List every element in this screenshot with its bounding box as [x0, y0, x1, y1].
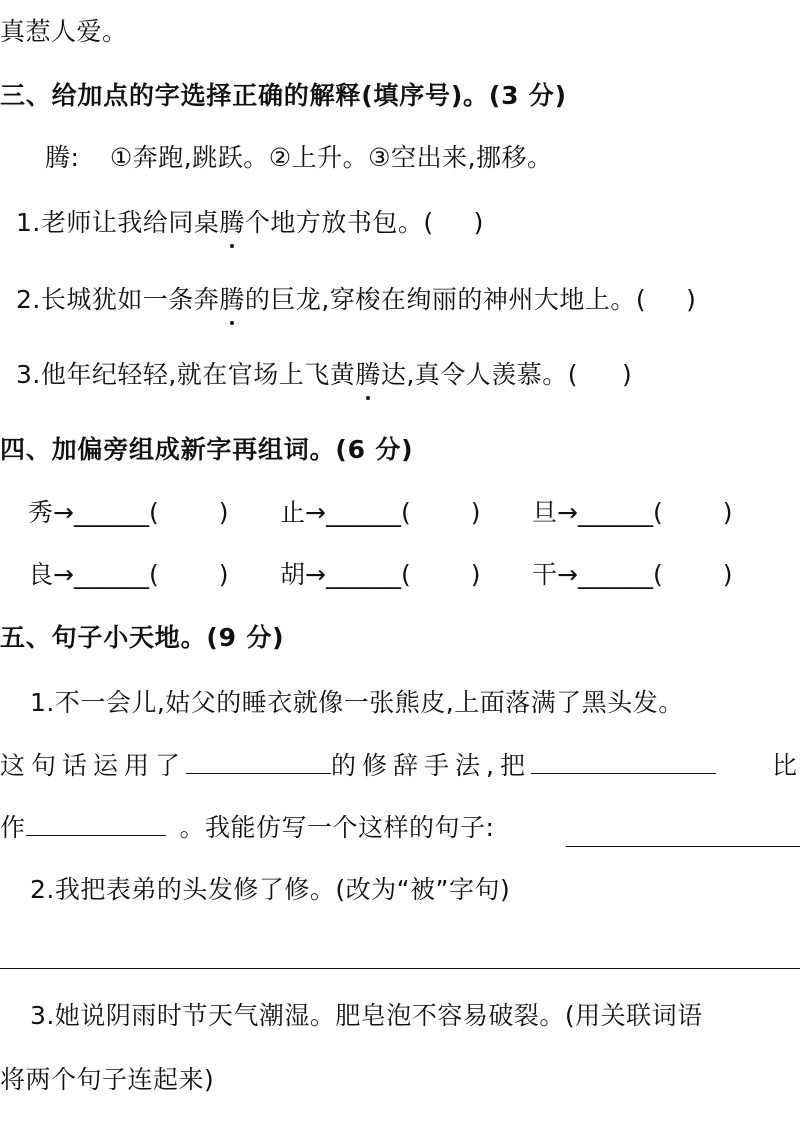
question-text: 1.老师让我给同桌	[16, 208, 220, 237]
prompt-text: 。我能仿写一个这样的句子:	[179, 813, 495, 842]
paren-close: )	[470, 560, 481, 589]
new-char-blank[interactable]: ______	[325, 498, 401, 527]
section-4-title: 四、加偏旁组成新字再组词。(6 分)	[0, 435, 414, 464]
question-text: 2.长城犹如一条奔	[16, 285, 220, 314]
dotted-char: 腾	[355, 357, 381, 393]
arrow-icon: →	[53, 560, 74, 589]
subject-blank[interactable]	[531, 751, 716, 774]
dotted-char: 腾	[219, 282, 245, 318]
paren-close: )	[473, 208, 484, 237]
question-item	[16, 357, 632, 393]
paren-close: )	[218, 560, 229, 589]
question-3-line-1: 3.她说阴雨时节天气潮湿。肥皂泡不容易破裂。(用关联词语	[30, 1001, 703, 1030]
section-5-title: 五、句子小天地。(9 分)	[0, 623, 285, 652]
prompt-text: 的修辞手法,把	[331, 751, 531, 780]
arrow-icon: →	[557, 498, 578, 527]
paren-open: (	[400, 560, 411, 589]
dotted-char: 腾	[219, 205, 245, 241]
definition-label: 腾:	[45, 143, 80, 172]
base-char: 秀	[28, 498, 54, 527]
base-char: 良	[28, 560, 54, 589]
section-3-title: 三、给加点的字选择正确的解释(填序号)。(3 分)	[0, 81, 567, 110]
prompt-text: 作	[0, 813, 26, 842]
question-text: 个地方放书包。(	[244, 208, 434, 237]
radical-item	[28, 557, 229, 593]
rhetoric-blank[interactable]	[186, 751, 331, 774]
paren-close: )	[218, 498, 229, 527]
new-char-blank[interactable]: ______	[577, 560, 653, 589]
new-char-blank[interactable]: ______	[577, 498, 653, 527]
object-blank[interactable]	[26, 813, 166, 836]
base-char: 旦	[532, 498, 558, 527]
base-char: 胡	[280, 560, 306, 589]
arrow-icon: →	[305, 498, 326, 527]
paren-open: (	[148, 560, 159, 589]
question-2-answer-line[interactable]	[0, 968, 800, 969]
new-char-blank[interactable]: ______	[73, 498, 149, 527]
paren-close: )	[686, 285, 697, 314]
paren-open: (	[652, 498, 663, 527]
imitation-sentence-blank[interactable]	[566, 824, 800, 847]
question-text: 的巨龙,穿梭在绚丽的神州大地上。(	[244, 285, 647, 314]
question-1-sentence: 1.不一会儿,姑父的睡衣就像一张熊皮,上面落满了黑头发。	[30, 688, 684, 717]
prompt-text: 这句话运用了	[0, 751, 187, 780]
new-char-blank[interactable]: ______	[73, 560, 149, 589]
paren-open: (	[652, 560, 663, 589]
radical-item	[280, 557, 481, 593]
question-item	[16, 282, 696, 318]
question-1-line-2	[0, 748, 716, 784]
paren-open: (	[148, 498, 159, 527]
new-char-blank[interactable]: ______	[325, 560, 401, 589]
question-2: 2.我把表弟的头发修了修。(改为“被”字句)	[30, 875, 511, 904]
paren-open: (	[400, 498, 411, 527]
arrow-icon: →	[53, 498, 74, 527]
paren-close: )	[722, 560, 733, 589]
top-line: 真惹人爱。	[0, 17, 128, 46]
paren-close: )	[722, 498, 733, 527]
question-text: 达,真令人羡慕。(	[380, 360, 579, 389]
radical-item	[532, 495, 733, 531]
question-1-line-3	[0, 810, 494, 846]
question-item	[16, 205, 484, 241]
paren-close: )	[622, 360, 633, 389]
arrow-icon: →	[305, 560, 326, 589]
arrow-icon: →	[557, 560, 578, 589]
definition-line	[45, 140, 553, 176]
base-char: 干	[532, 560, 558, 589]
definition-text: ①奔跑,跳跃。②上升。③空出来,挪移。	[109, 143, 553, 172]
radical-item	[532, 557, 733, 593]
question-3-line-2: 将两个句子连起来)	[0, 1065, 215, 1094]
radical-item	[280, 495, 481, 531]
base-char: 止	[280, 498, 306, 527]
compare-char: 比	[772, 751, 798, 780]
paren-close: )	[470, 498, 481, 527]
question-text: 3.他年纪轻轻,就在官场上飞黄	[16, 360, 356, 389]
radical-item	[28, 495, 229, 531]
